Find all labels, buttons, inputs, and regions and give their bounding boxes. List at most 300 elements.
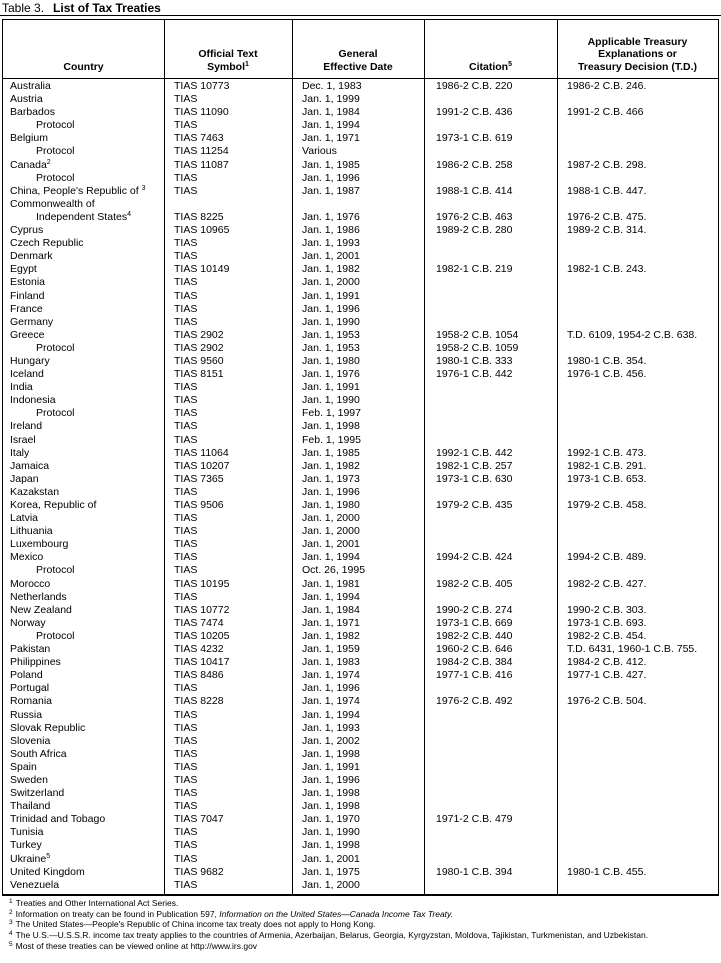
country-cell bbox=[3, 368, 164, 381]
country-name: Switzerland bbox=[10, 787, 65, 800]
date-cell: Jan. 1, 1998 bbox=[302, 839, 360, 852]
date-cell: Jan. 1, 1993 bbox=[302, 237, 360, 250]
country-name: Morocco bbox=[10, 577, 51, 590]
citation-cell: 1971-2 C.B. 479 bbox=[436, 813, 513, 826]
table-row bbox=[3, 473, 718, 486]
country-cell bbox=[3, 106, 164, 119]
treasury-cell bbox=[557, 839, 718, 852]
citation-cell: 1982-1 C.B. 257 bbox=[436, 459, 513, 472]
header-label: Explanations or bbox=[598, 48, 677, 61]
header-label: General bbox=[338, 48, 378, 61]
country-cell bbox=[3, 329, 164, 342]
country-name: Jamaica bbox=[10, 459, 50, 472]
date-cell: Jan. 1, 1991 bbox=[302, 760, 360, 773]
table-row bbox=[3, 368, 718, 381]
country-name: Portugal bbox=[10, 682, 50, 695]
citation-cell: 1982-1 C.B. 219 bbox=[436, 263, 513, 276]
symbol-cell: TIAS 11064 bbox=[174, 446, 229, 459]
date-cell: Dec. 1, 1983 bbox=[302, 80, 362, 92]
table-row bbox=[3, 316, 718, 329]
citation-cell bbox=[424, 748, 557, 761]
treasury-cell bbox=[557, 342, 718, 355]
table-row bbox=[3, 290, 718, 303]
country-name: Turkey bbox=[10, 839, 42, 852]
country-name: Protocol bbox=[36, 145, 75, 158]
symbol-cell: TIAS bbox=[174, 773, 198, 786]
country-cell bbox=[3, 748, 164, 761]
date-cell: Jan. 1, 1970 bbox=[302, 813, 360, 826]
table-row bbox=[3, 407, 718, 420]
table-row bbox=[3, 80, 718, 93]
symbol-cell: TIAS 10205 bbox=[174, 629, 230, 642]
country-name: Kazakstan bbox=[10, 485, 60, 498]
header-label: Official Text bbox=[198, 48, 258, 61]
citation-cell: 1986-2 C.B. 258 bbox=[436, 158, 513, 171]
footnote-marker: 4 bbox=[9, 930, 13, 938]
citation-cell: 1991-2 C.B. 436 bbox=[436, 106, 513, 119]
treasury-cell: 1979-2 C.B. 458. bbox=[567, 499, 647, 511]
symbol-cell: TIAS bbox=[174, 171, 198, 184]
country-name: Slovenia bbox=[10, 734, 51, 747]
date-cell: Jan. 1, 1990 bbox=[302, 315, 360, 328]
treasury-cell bbox=[557, 748, 718, 761]
treasury-cell: 1990-2 C.B. 303. bbox=[567, 603, 647, 616]
table-row bbox=[3, 93, 718, 106]
citation-cell bbox=[424, 290, 557, 303]
title-rule bbox=[0, 15, 721, 16]
country-cell bbox=[3, 604, 164, 617]
table-row bbox=[3, 591, 718, 604]
citation-cell bbox=[424, 276, 557, 289]
symbol-cell: TIAS 10207 bbox=[174, 459, 230, 472]
footnote-text: Information on treaty can be found in Publication 597, bbox=[15, 908, 220, 919]
footnote-text: Treaties and Other International Act Series. bbox=[15, 898, 179, 908]
date-cell: Jan. 1, 1976 bbox=[302, 210, 360, 223]
symbol-cell: TIAS bbox=[174, 407, 198, 420]
table-row bbox=[3, 159, 718, 172]
country-cell bbox=[3, 447, 164, 460]
treasury-cell bbox=[557, 420, 718, 433]
citation-cell bbox=[424, 172, 557, 185]
country-cell bbox=[3, 512, 164, 525]
table-row bbox=[3, 813, 718, 826]
header-label: Treasury Decision (T.D.) bbox=[577, 60, 698, 73]
country-name: Latvia bbox=[10, 512, 39, 525]
citation-cell: 1976-1 C.B. 442 bbox=[436, 368, 513, 381]
country-cell bbox=[3, 709, 164, 722]
table-row bbox=[3, 748, 718, 761]
symbol-cell: TIAS bbox=[174, 878, 198, 891]
symbol-cell: TIAS bbox=[174, 420, 198, 433]
date-cell: Jan. 1, 1993 bbox=[302, 721, 360, 734]
symbol-cell: TIAS 8151 bbox=[174, 368, 224, 381]
table-row bbox=[3, 224, 718, 237]
citation-cell bbox=[424, 486, 557, 499]
footnote bbox=[3, 941, 717, 952]
country-cell bbox=[3, 538, 164, 551]
country-name: Germany bbox=[10, 315, 54, 328]
header-label: Symbol$^1$ bbox=[207, 60, 249, 73]
country-name: Tunisia bbox=[10, 826, 44, 839]
date-cell: Jan. 1, 1953 bbox=[302, 341, 360, 354]
citation-cell: 1973-1 C.B. 619 bbox=[436, 132, 513, 145]
citation-cell bbox=[424, 434, 557, 447]
table-row bbox=[3, 839, 718, 852]
country-cell bbox=[3, 434, 164, 447]
date-cell: Jan. 1, 1975 bbox=[302, 865, 360, 878]
date-cell: Jan. 1, 1959 bbox=[302, 643, 360, 656]
country-name: Protocol bbox=[36, 564, 75, 577]
symbol-cell: TIAS bbox=[174, 433, 198, 446]
citation-cell: 1960-2 C.B. 646 bbox=[436, 643, 513, 656]
country-cell bbox=[3, 303, 164, 316]
citation-cell bbox=[424, 787, 557, 800]
date-cell: Jan. 1, 1996 bbox=[302, 302, 360, 315]
treasury-cell bbox=[557, 394, 718, 407]
country-name: Lithuania bbox=[10, 525, 53, 538]
date-cell: Jan. 1, 1980 bbox=[302, 354, 360, 367]
country-cell bbox=[3, 839, 164, 852]
country-name: Russia bbox=[10, 708, 43, 721]
table-row bbox=[3, 735, 718, 748]
symbol-cell: TIAS 4232 bbox=[174, 643, 224, 656]
treasury-cell bbox=[557, 787, 718, 800]
date-cell: Jan. 1, 1994 bbox=[302, 119, 360, 132]
date-cell: Jan. 1, 1994 bbox=[302, 590, 360, 603]
table-row bbox=[3, 695, 718, 708]
symbol-cell: TIAS 10417 bbox=[174, 656, 230, 669]
symbol-cell: TIAS bbox=[174, 852, 198, 865]
country-name: Canada bbox=[10, 158, 47, 171]
country-name: France bbox=[10, 302, 43, 315]
country-cell bbox=[3, 682, 164, 695]
date-cell: Jan. 1, 1991 bbox=[302, 289, 360, 302]
country-name: Spain bbox=[10, 760, 37, 773]
citation-cell bbox=[424, 420, 557, 433]
date-cell: Jan. 1, 2001 bbox=[302, 538, 360, 551]
symbol-cell: TIAS 11087 bbox=[174, 158, 229, 171]
treasury-cell: 1982-1 C.B. 291. bbox=[567, 459, 647, 472]
date-cell: Jan. 1, 1996 bbox=[302, 485, 360, 498]
citation-cell: 1989-2 C.B. 280 bbox=[436, 224, 513, 237]
date-cell: Jan. 1, 1996 bbox=[302, 171, 360, 184]
country-name: Norway bbox=[10, 616, 46, 629]
treasury-cell bbox=[557, 800, 718, 813]
date-cell: Jan. 1, 1974 bbox=[302, 669, 360, 682]
country-cell bbox=[3, 185, 164, 198]
country-name: Greece bbox=[10, 328, 45, 341]
symbol-cell: TIAS bbox=[174, 551, 198, 564]
treasury-cell: 1989-2 C.B. 314. bbox=[567, 224, 647, 237]
citation-cell: 1973-1 C.B. 669 bbox=[436, 616, 513, 629]
treasury-cell: 1987-2 C.B. 298. bbox=[567, 158, 647, 171]
country-name: Sweden bbox=[10, 773, 48, 786]
country-cell bbox=[3, 591, 164, 604]
symbol-cell: TIAS bbox=[174, 826, 198, 839]
citation-cell: 1988-1 C.B. 414 bbox=[436, 184, 513, 197]
table-row bbox=[3, 761, 718, 774]
date-cell: Jan. 1, 2000 bbox=[302, 878, 360, 891]
country-name: Venezuela bbox=[10, 878, 60, 891]
treasury-cell bbox=[557, 486, 718, 499]
country-cell bbox=[3, 630, 164, 643]
symbol-cell: TIAS 8225 bbox=[174, 210, 224, 223]
country-name: Japan bbox=[10, 472, 39, 485]
symbol-cell: TIAS 2902 bbox=[174, 341, 224, 354]
country-name: Trinidad and Tobago bbox=[10, 813, 106, 826]
country-cell bbox=[3, 499, 164, 512]
table-row bbox=[3, 381, 718, 394]
citation-cell: 1980-1 C.B. 333 bbox=[436, 354, 513, 367]
country-name: Iceland bbox=[10, 368, 44, 381]
column-divider bbox=[424, 20, 425, 894]
country-name: Ireland bbox=[10, 420, 43, 433]
table-row bbox=[3, 722, 718, 735]
treasury-cell: 1976-2 C.B. 475. bbox=[567, 210, 647, 223]
symbol-cell: TIAS 9682 bbox=[174, 865, 224, 878]
country-name: United Kingdom bbox=[10, 865, 85, 878]
table-row bbox=[3, 211, 718, 224]
citation-cell bbox=[424, 774, 557, 787]
symbol-cell: TIAS 7474 bbox=[174, 616, 224, 629]
date-cell: Jan. 1, 1974 bbox=[302, 695, 360, 708]
table-row bbox=[3, 250, 718, 263]
treasury-cell bbox=[557, 682, 718, 695]
treasury-cell bbox=[557, 172, 718, 185]
treasury-cell: T.D. 6109, 1954-2 C.B. 638. bbox=[567, 328, 698, 341]
treasury-cell bbox=[557, 591, 718, 604]
country-cell bbox=[3, 800, 164, 813]
treasury-cell bbox=[557, 250, 718, 263]
citation-cell: 1994-2 C.B. 424 bbox=[436, 551, 513, 564]
country-cell bbox=[3, 617, 164, 630]
table-row bbox=[3, 669, 718, 682]
symbol-cell: TIAS 9506 bbox=[174, 499, 224, 511]
citation-cell: 1982-2 C.B. 440 bbox=[436, 629, 513, 642]
country-name: India bbox=[10, 381, 33, 394]
country-cell bbox=[3, 761, 164, 774]
citation-cell: 1982-2 C.B. 405 bbox=[436, 577, 513, 590]
country-cell bbox=[3, 290, 164, 303]
table-row bbox=[3, 866, 718, 879]
symbol-cell: TIAS bbox=[174, 787, 198, 800]
country-cell bbox=[3, 735, 164, 748]
date-cell: Jan. 1, 1987 bbox=[302, 184, 360, 197]
symbol-cell: TIAS bbox=[174, 747, 198, 760]
country-cell bbox=[3, 473, 164, 486]
page-title bbox=[2, 1, 161, 15]
table-row bbox=[3, 355, 718, 368]
citation-cell bbox=[424, 316, 557, 329]
table-row bbox=[3, 329, 718, 342]
symbol-cell: TIAS 10195 bbox=[174, 577, 230, 590]
header-cell-citation bbox=[424, 20, 557, 78]
country-cell bbox=[3, 578, 164, 591]
country-cell bbox=[3, 866, 164, 879]
date-cell: Jan. 1, 1953 bbox=[302, 328, 360, 341]
symbol-cell: TIAS bbox=[174, 119, 198, 132]
country-name: Protocol bbox=[36, 629, 75, 642]
date-cell: Jan. 1, 1982 bbox=[302, 629, 360, 642]
table-row bbox=[3, 538, 718, 551]
table-row bbox=[3, 172, 718, 185]
country-cell bbox=[3, 355, 164, 368]
date-cell: Jan. 1, 1999 bbox=[302, 93, 360, 106]
symbol-cell: TIAS bbox=[174, 708, 198, 721]
treasury-cell: 1977-1 C.B. 427. bbox=[567, 669, 647, 682]
date-cell: Jan. 1, 1998 bbox=[302, 787, 360, 800]
citation-cell: 1976-2 C.B. 463 bbox=[436, 210, 513, 223]
country-name: Philippines bbox=[10, 656, 61, 669]
table-title: List of Tax Treaties bbox=[53, 1, 161, 15]
symbol-cell: TIAS bbox=[174, 250, 198, 263]
country-cell bbox=[3, 263, 164, 276]
footnote-text: Most of these treaties can be viewed online at http://www.irs.gov bbox=[15, 940, 258, 951]
treasury-cell bbox=[557, 303, 718, 316]
citation-cell bbox=[424, 119, 557, 132]
symbol-cell: TIAS bbox=[174, 564, 198, 577]
country-name: Belgium bbox=[10, 132, 48, 145]
treasury-cell bbox=[557, 434, 718, 447]
citation-cell: 1976-2 C.B. 492 bbox=[436, 695, 513, 708]
symbol-cell: TIAS bbox=[174, 289, 198, 302]
symbol-cell: TIAS bbox=[174, 302, 198, 315]
citation-cell bbox=[424, 761, 557, 774]
country-name: Poland bbox=[10, 669, 43, 682]
symbol-cell: TIAS bbox=[174, 525, 198, 538]
symbol-cell: TIAS 7463 bbox=[174, 132, 224, 145]
country-name: Barbados bbox=[10, 106, 55, 119]
treasury-cell bbox=[557, 198, 718, 211]
treasury-cell bbox=[557, 93, 718, 106]
symbol-cell bbox=[164, 198, 292, 211]
footnote-marker: 3 bbox=[141, 184, 146, 192]
citation-cell: 1973-1 C.B. 630 bbox=[436, 472, 513, 485]
country-name: Hungary bbox=[10, 354, 50, 367]
table-row bbox=[3, 643, 718, 656]
date-cell: Jan. 1, 1971 bbox=[302, 132, 360, 145]
symbol-cell: TIAS bbox=[174, 760, 198, 773]
symbol-cell: TIAS 10773 bbox=[174, 80, 230, 92]
citation-cell: 1986-2 C.B. 220 bbox=[436, 80, 513, 92]
table-row bbox=[3, 420, 718, 433]
table-row bbox=[3, 604, 718, 617]
date-cell: Jan. 1, 1991 bbox=[302, 381, 360, 394]
treasury-cell: 1982-2 C.B. 454. bbox=[567, 629, 647, 642]
symbol-cell: TIAS bbox=[174, 485, 198, 498]
date-cell: Jan. 1, 1984 bbox=[302, 603, 360, 616]
citation-cell bbox=[424, 722, 557, 735]
date-cell: Jan. 1, 1998 bbox=[302, 800, 360, 813]
footnote-text: The U.S.—U.S.S.R. income tax treaty applies to the countries of Armenia, Azerbaijan, Belarus, Georgia, Kyrgyzstan, Moldova, Tajikistan, Turkmenistan, and Uzbekistan. bbox=[15, 930, 649, 941]
treasury-cell bbox=[557, 119, 718, 132]
citation-cell bbox=[424, 525, 557, 538]
treasury-cell bbox=[557, 564, 718, 577]
treasury-cell bbox=[557, 761, 718, 774]
treasury-cell: 1973-1 C.B. 693. bbox=[567, 616, 647, 629]
treasury-cell bbox=[557, 879, 718, 892]
symbol-cell: TIAS bbox=[174, 721, 198, 734]
table-row bbox=[3, 198, 718, 211]
date-cell: Jan. 1, 1985 bbox=[302, 446, 360, 459]
date-cell: Jan. 1, 1984 bbox=[302, 106, 360, 119]
header-label: Effective Date bbox=[323, 60, 393, 73]
date-cell: Jan. 1, 2000 bbox=[302, 512, 360, 525]
date-cell: Jan. 1, 2000 bbox=[302, 276, 360, 289]
footnote-marker: 2 bbox=[9, 908, 13, 916]
table-row bbox=[3, 119, 718, 132]
citation-cell bbox=[424, 826, 557, 839]
country-cell bbox=[3, 551, 164, 564]
footnote-marker: 1 bbox=[9, 898, 13, 905]
date-cell bbox=[292, 198, 424, 211]
date-cell: Jan. 1, 2002 bbox=[302, 734, 360, 747]
citation-cell bbox=[424, 800, 557, 813]
country-cell bbox=[3, 198, 164, 211]
treasury-cell bbox=[557, 407, 718, 420]
date-cell: Various bbox=[302, 145, 337, 158]
date-cell: Jan. 1, 1986 bbox=[302, 224, 360, 237]
citation-cell bbox=[424, 682, 557, 695]
country-name: Protocol bbox=[36, 407, 75, 420]
table-row bbox=[3, 486, 718, 499]
country-name: Cyprus bbox=[10, 224, 44, 237]
table-row bbox=[3, 578, 718, 591]
country-name: Romania bbox=[10, 695, 53, 708]
treasury-cell: 1976-1 C.B. 456. bbox=[567, 368, 647, 381]
country-cell bbox=[3, 80, 164, 93]
country-cell bbox=[3, 145, 164, 158]
country-cell bbox=[3, 643, 164, 656]
date-cell: Jan. 1, 1976 bbox=[302, 368, 360, 381]
date-cell: Feb. 1, 1997 bbox=[302, 407, 361, 420]
symbol-cell: TIAS 10772 bbox=[174, 603, 230, 616]
date-cell: Jan. 1, 1994 bbox=[302, 708, 360, 721]
table-row bbox=[3, 132, 718, 145]
treasury-cell bbox=[557, 381, 718, 394]
country-cell bbox=[3, 486, 164, 499]
symbol-cell: TIAS bbox=[174, 276, 198, 289]
country-name: Netherlands bbox=[10, 590, 67, 603]
country-cell bbox=[3, 564, 164, 577]
table-row bbox=[3, 460, 718, 473]
footnote bbox=[3, 909, 717, 920]
country-name: Czech Republic bbox=[10, 237, 84, 250]
date-cell: Feb. 1, 1995 bbox=[302, 433, 361, 446]
symbol-cell: TIAS 8486 bbox=[174, 669, 224, 682]
column-divider bbox=[292, 20, 293, 894]
citation-cell bbox=[424, 853, 557, 866]
table-row bbox=[3, 800, 718, 813]
table-row bbox=[3, 185, 718, 198]
country-cell bbox=[3, 316, 164, 329]
country-name: China, People's Republic of bbox=[10, 184, 142, 197]
date-cell: Jan. 1, 1985 bbox=[302, 158, 360, 171]
symbol-cell: TIAS 9560 bbox=[174, 354, 224, 367]
country-name: Commonwealth of bbox=[10, 197, 95, 210]
date-cell: Jan. 1, 1998 bbox=[302, 420, 360, 433]
treasury-cell: 1984-2 C.B. 412. bbox=[567, 656, 647, 669]
treasury-cell bbox=[557, 774, 718, 787]
header-label: Citation$^5$ bbox=[469, 60, 512, 73]
symbol-cell: TIAS bbox=[174, 839, 198, 852]
symbol-cell: TIAS 10149 bbox=[174, 263, 230, 276]
symbol-cell: TIAS 8228 bbox=[174, 695, 224, 708]
country-cell bbox=[3, 813, 164, 826]
symbol-cell: TIAS bbox=[174, 590, 198, 603]
country-name: Austria bbox=[10, 93, 43, 106]
citation-cell bbox=[424, 564, 557, 577]
